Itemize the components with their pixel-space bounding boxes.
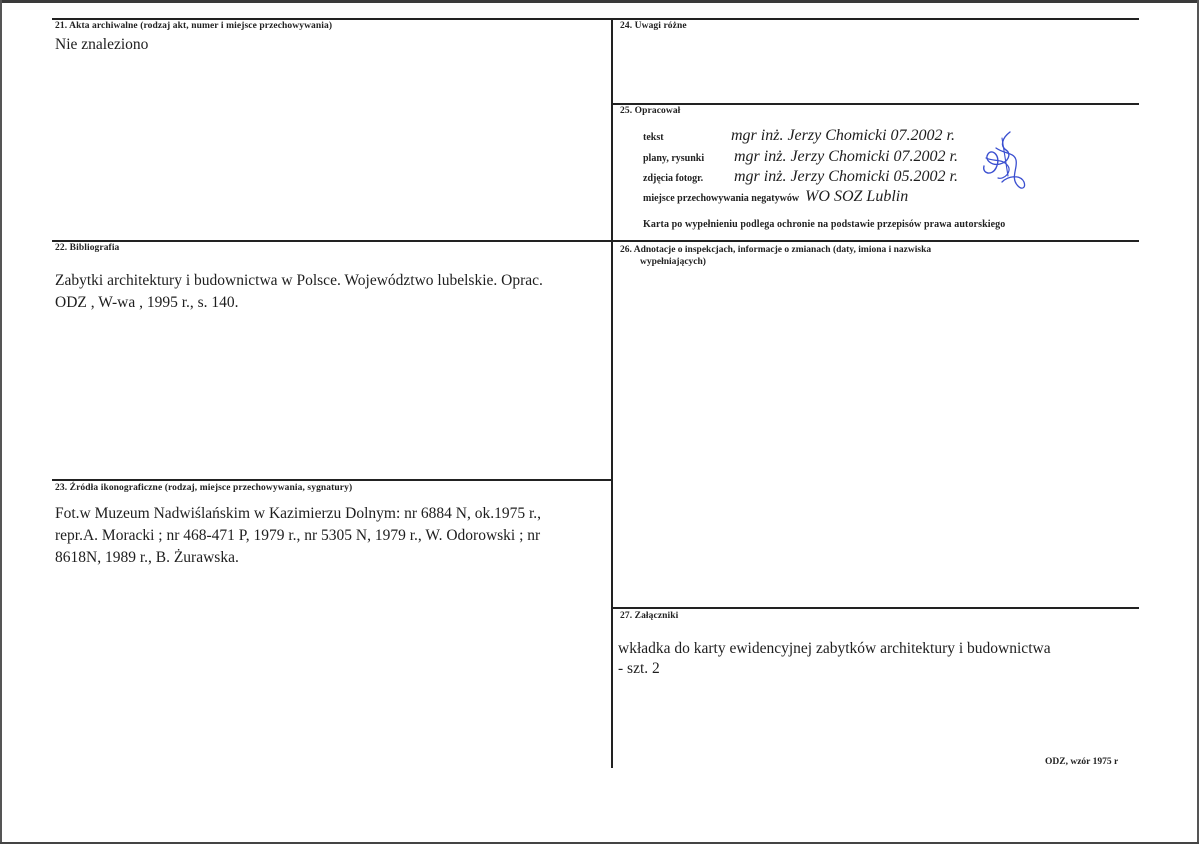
section-23-line-2: repr.A. Moracki ; nr 468-471 P, 1979 r., nr 5305 N, 1979 r., W. Odorowski ; nr [55,527,541,544]
opracowal-row-text [640,127,955,145]
rule-23 [52,479,612,481]
opracowal-row-plans [640,148,958,166]
negatives-value: WO SOZ Lublin [805,188,909,205]
scan-edge-top [0,0,1199,3]
section-25-label: 25. Opracował [620,106,681,116]
scan-edge-left [0,0,2,844]
section-23-line-1: Fot.w Muzeum Nadwiślańskim w Kazimierzu Dolnym: nr 6884 N, ok.1975 r., [55,505,542,522]
section-21-label: 21. Akta archiwalne (rodzaj akt, numer i miejsce przechowywania) [55,21,333,31]
form-template-note: ODZ, wzór 1975 r [1045,757,1119,767]
section-27-line-1: wkładka do karty ewidencyjnej zabytków architektury i budownictwa [618,640,1051,657]
column-divider [611,18,613,768]
section-24-label: 24. Uwagi różne [620,21,687,31]
opracowal-value-plans: mgr inż. Jerzy Chomicki 07.2002 r. [734,148,958,165]
opracowal-key-plans: plany, rysunki [643,153,705,164]
rule-25 [612,103,1139,105]
opracowal-value-text: mgr inż. Jerzy Chomicki 07.2002 r. [731,127,955,144]
section-23-label: 23. Źródła ikonograficzne (rodzaj, miejsce przechowywania, sygnatury) [55,483,353,493]
section-22-label: 22. Bibliografia [55,243,120,253]
opracowal-value-photos: mgr inż. Jerzy Chomicki 05.2002 r. [734,168,958,185]
rule-22 [52,240,612,242]
opracowal-row-negatives [640,188,908,206]
negatives-key: miejsce przechowywania negatywów [643,193,800,204]
opracowal-key-text: tekst [643,132,664,143]
opracowal-row-photos [640,168,958,186]
rule-21 [52,18,612,20]
section-27-line-2: - szt. 2 [618,660,660,677]
rule-26 [612,240,1139,242]
section-22-line-2: ODZ , W-wa , 1995 r., s. 140. [55,294,239,311]
rule-27 [612,607,1139,609]
section-22-line-1: Zabytki architektury i budownictwa w Polsce. Województwo lubelskie. Oprac. [55,272,543,289]
copyright-note: Karta po wypełnieniu podlega ochronie na podstawie przepisów prawa autorskiego [643,219,1006,230]
rule-24 [612,18,1139,20]
section-26-label-line-2: wypełniających) [640,257,706,267]
section-23-line-3: 8618N, 1989 r., B. Żurawska. [55,549,239,566]
section-21-text: Nie znaleziono [55,36,149,53]
opracowal-key-photos: zdjęcia fotogr. [643,173,704,184]
section-27-label: 27. Załączniki [620,611,679,621]
section-26-label [620,244,1120,268]
section-26-label-line-1: 26. Adnotacje o inspekcjach, informacje o zmianach (daty, imiona i nazwiska [620,245,932,255]
handwritten-signature-icon [972,128,1032,198]
